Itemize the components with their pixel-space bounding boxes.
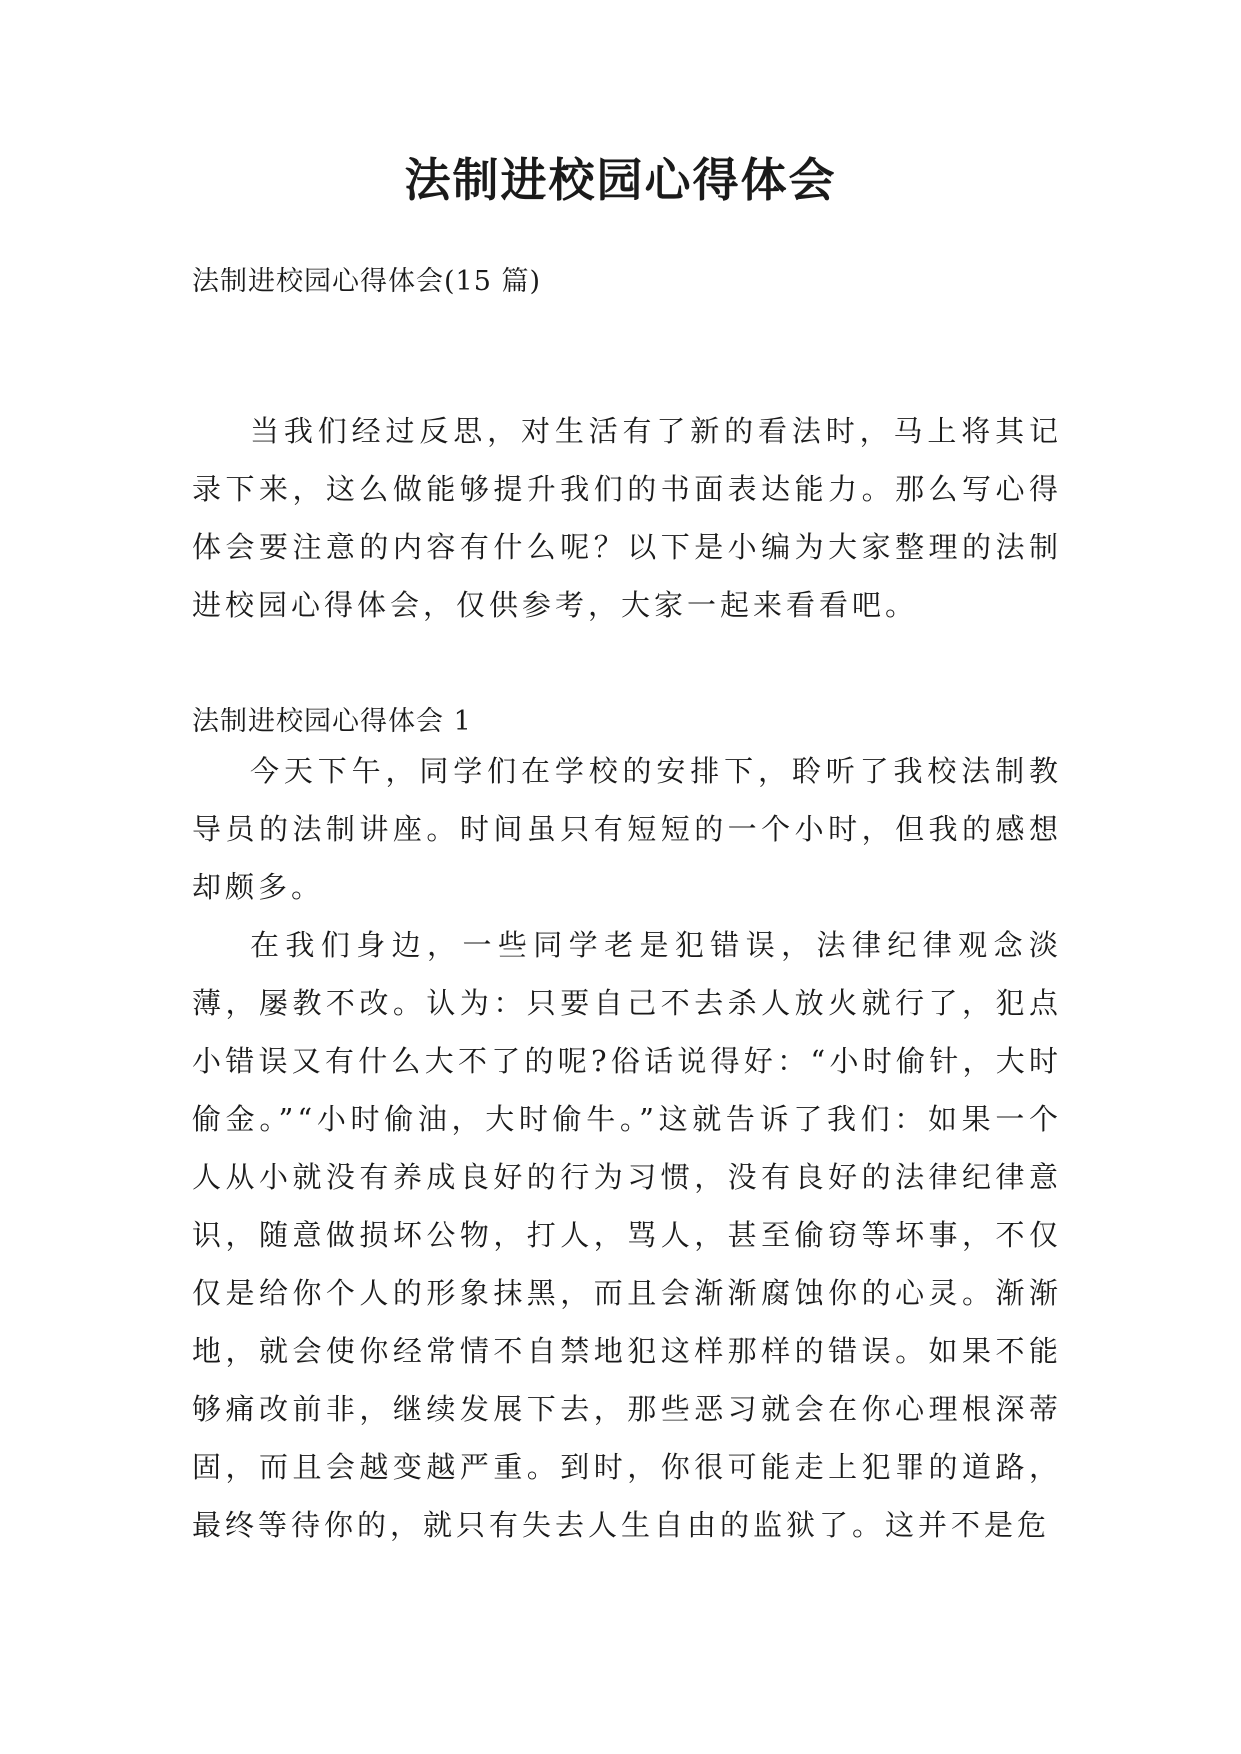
document-title: 法制进校园心得体会 xyxy=(404,153,837,207)
intro-paragraph: 当我们经过反思，对生活有了新的看法时，马上将其记录下来，这么做能够提升我们的书面表达能力。那么写心得体会要注意的内容有什么呢？以下是小编为大家整理的法制进校园心得体会，仅供参考，大家一起来看看吧。 xyxy=(192,414,1062,622)
section-heading: 法制进校园心得体会 1 xyxy=(192,706,472,737)
document-subtitle: 法制进校园心得体会(15 篇) xyxy=(192,266,542,297)
body-paragraph: 今天下午，同学们在学校的安排下，聆听了我校法制教导员的法制讲座。时间虽只有短短的一个小时，但我的感想却颇多。 xyxy=(192,754,1062,904)
body-paragraph: 在我们身边，一些同学老是犯错误，法律纪律观念淡薄，屡教不改。认为：只要自己不去杀人放火就行了，犯点小错误又有什么大不了的呢?俗话说得好：“小时偷针，大时偷金。”“小时偷油，大时偷牛。”这就告诉了我们：如果一个人从小就没有养成良好的行为习惯，没有良好的法律纪律意识，随意做损坏公物，打人，骂人，甚至偷窃等坏事，不仅仅是给你个人的形象抹黑，而且会渐渐腐蚀你的心灵。渐渐地，就会使你经常情不自禁地犯这样那样的错误。如果不能够痛改前非，继续发展下去，那些恶习就会在你心理根深蒂固，而且会越变越严重。到时，你很可能走上犯罪的道路，最终等待你的，就只有失去人生自由的监狱了。这并不是危 xyxy=(192,928,1062,1542)
